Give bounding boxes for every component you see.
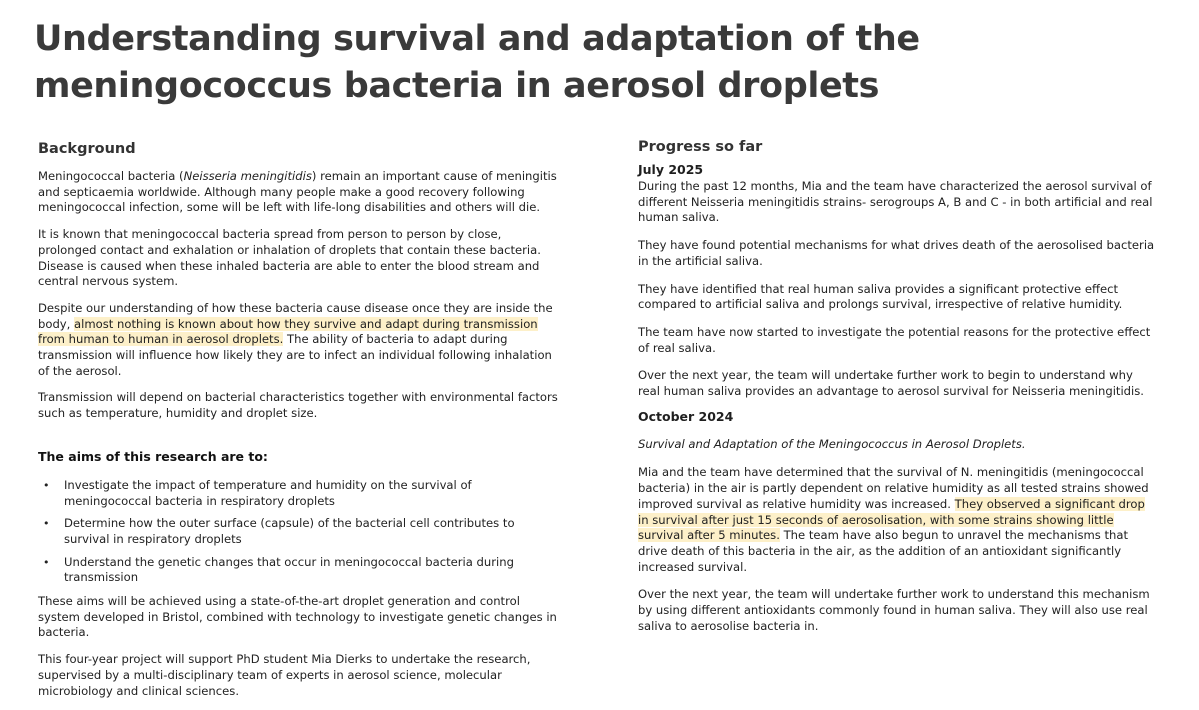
aim-item [43,477,558,509]
october-2024-heading: October 2024 [638,408,734,424]
text-span: The team have also begun to unravel the mechanisms that drive death of this bacteria in the air, as the addition of an antioxidant significantly increased survival. [638,528,1129,574]
july-2025-heading: July 2025 [638,162,704,177]
bullet-icon: • [43,555,50,569]
october-paragraph-2: Over the next year, the team will undertake further work to understand this mechanism by using different antioxidants commonly found in human saliva. They will also use real saliva to aerosolise bacteria in. [638,587,1150,633]
july-paragraph-1: During the past 12 months, Mia and the team have characterized the aerosol survival of different Neisseria meningitidis strains- serogroups A, B and C - in both artificial and real human saliva. [638,179,1153,225]
aims-paragraph-2: This four-year project will support PhD student Mia Dierks to undertake the research, supervised by a multi-disciplinary team of experts in aerosol science, molecular microbiology and clinical sciences. [38,652,531,698]
background-paragraph-3 [38,301,558,380]
aims-list [38,478,558,586]
background-paragraph-2: It is known that meningococcal bacteria spread from person to person by close, prolonged contact and exhalation or inhalation of droplets that contain these bacteria. Disease is caused when these inhaled bacteria are able to enter the blood stream and central nervous system. [38,227,541,289]
aim-text: Determine how the outer surface (capsule) of the bacterial cell contributes to survival in respiratory droplets [64,516,515,546]
left-column [38,139,558,710]
text-span: Mia and the team have determined that the survival of N. meningitidis (meningococcal bacteria) in the air is partly dependent on relative humidity as all tested strains showed improved survival as relative humidity was increased. [638,465,1149,511]
text-span: ) remain an important cause of meningitis and septicaemia worldwide. Although many people make a good recovery following meningococcal infection, some will be left with life-long disabilities and others will die. [38,169,557,215]
text-span: Meningococcal bacteria ( [38,169,184,183]
right-column [638,137,1158,646]
text-span: Despite our understanding of how these bacteria cause disease once they are inside the body, [38,300,553,331]
october-project-title: Survival and Adaptation of the Meningococcus in Aerosol Droplets. [638,436,1026,451]
species-name: Neisseria meningitidis [183,169,312,183]
october-paragraph-1 [638,465,1158,575]
background-paragraph-4: Transmission will depend on bacterial characteristics together with environmental factors such as temperature, humidity and droplet size. [38,390,558,421]
page-title: Understanding survival and adaptation of the meningococcus bacteria in aerosol droplets [34,19,920,106]
bullet-icon: • [43,517,50,531]
highlighted-text: They observed a significant drop in survival after just 15 seconds of aerosolisation, with some strains showing little survival after 5 minutes. [638,496,1145,543]
highlighted-text: almost nothing is known about how they survive and adapt during transmission from human to human in aerosol droplets. [38,316,538,347]
aim-item [43,554,558,586]
bullet-icon: • [43,478,50,492]
july-paragraph-4: The team have now started to investigate the potential reasons for the protective effect of real saliva. [638,324,1151,355]
aim-text: Investigate the impact of temperature and humidity on the survival of meningococcal bacteria in respiratory droplets [64,477,472,508]
background-paragraph-1 [38,169,558,216]
text-span: The ability of bacteria to adapt during transmission will influence how likely they are to infect an individual following inhalation of the aerosol. [38,332,552,378]
july-paragraph-3: They have identified that real human saliva provides a significant protective effect compared to artificial saliva and prolongs survival, irrespective of relative humidity. [638,281,1123,312]
aim-text: Understand the genetic changes that occur in meningococcal bacteria during transmission [64,554,514,585]
july-paragraph-2: They have found potential mechanisms for what drives death of the aerosolised bacteria in the artificial saliva. [638,238,1155,268]
aims-heading: The aims of this research are to: [38,448,268,464]
aims-paragraph-1: These aims will be achieved using a state-of-the-art droplet generation and control system developed in Bristol, combined with technology to investigate genetic changes in bacteria. [38,594,557,640]
july-paragraph-5: Over the next year, the team will undertake further work to begin to understand why real human saliva provides an advantage to aerosol survival for Neisseria meningitidis. [638,368,1144,399]
background-heading: Background [38,141,136,157]
aim-item [43,516,558,547]
progress-heading: Progress so far [638,139,763,155]
